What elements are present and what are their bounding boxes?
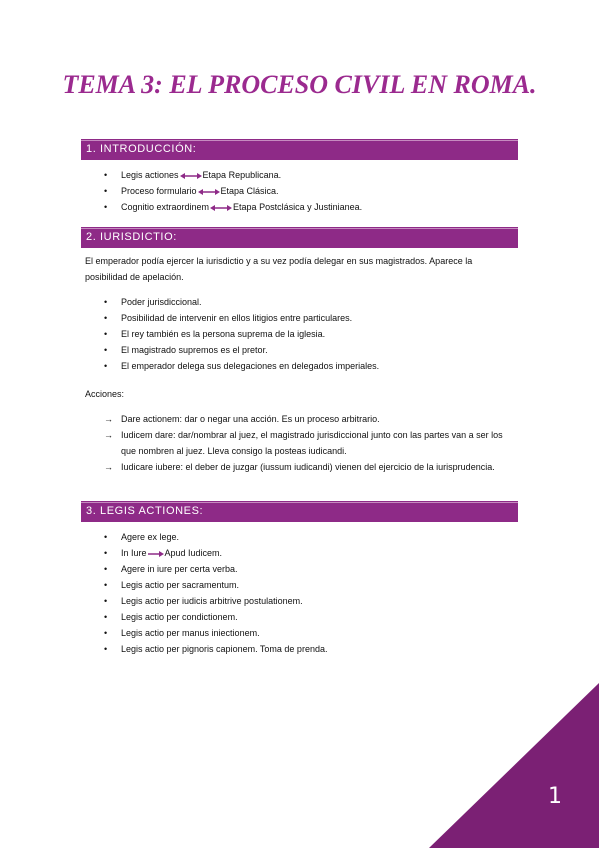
iurisdictio-list — [104, 294, 379, 374]
double-arrow-icon — [210, 204, 232, 212]
list-item: • Legis actio per manus iniectionem. — [104, 628, 260, 638]
list-item: • Posibilidad de intervenir en ellos litigios entre particulares. — [104, 313, 353, 323]
arrow-right-icon: → — [104, 462, 113, 472]
list-item: • In Iure Apud Iudicem. — [104, 548, 223, 558]
list-item: • Poder jurisdiccional. — [104, 297, 202, 307]
list-item: • Agere in iure per certa verba. — [104, 564, 238, 574]
section-heading-introduccion: 1. INTRODUCCIÓN: — [81, 139, 518, 160]
corner-triangle-decoration — [429, 683, 599, 848]
page-title: TEMA 3: EL PROCESO CIVIL EN ROMA. — [62, 70, 537, 99]
list-item: • Legis actio per iudicis arbitrive postulationem. — [104, 596, 303, 606]
legis-actiones-list — [104, 529, 327, 657]
section-heading-legis-actiones: 3. LEGIS ACTIONES: — [81, 501, 518, 522]
iurisdictio-intro: El emperador podía ejercer la iurisdictio y a su vez podía delegar en sus magistrados. Aparece la posibilidad de apelación. — [85, 256, 473, 282]
double-arrow-icon — [198, 188, 220, 196]
list-item: → Dare actionem: dar o negar una acción. Es un proceso arbitrario. — [104, 411, 514, 427]
list-item: • Legis actio per pignoris capionem. Toma de prenda. — [104, 644, 328, 654]
double-arrow-icon — [180, 172, 202, 180]
arrow-right-icon: → — [104, 414, 113, 424]
list-item: → Iudicare iubere: el deber de juzgar (iussum iudicandi) vienen del ejercicio de la iurisprudencia. — [104, 459, 514, 475]
arrow-right-icon — [148, 550, 164, 558]
list-item: • El rey también es la persona suprema de la iglesia. — [104, 329, 326, 339]
list-item: • El magistrado supremos es el pretor. — [104, 345, 268, 355]
list-item: • Legis actiones Etapa Republicana. — [104, 170, 282, 180]
list-item: • Proceso formulario Etapa Clásica. — [104, 186, 279, 196]
list-item: → Iudicem dare: dar/nombrar al juez, el magistrado jurisdiccional junto con las partes van a ser los que nombren al juez. Lleva consigo la posteas iudicandi. — [104, 427, 514, 459]
section-heading-iurisdictio: 2. IURISDICTIO: — [81, 227, 518, 248]
intro-list — [104, 167, 362, 215]
list-item: • Legis actio per condictionem. — [104, 612, 238, 622]
list-item: • Agere ex lege. — [104, 532, 180, 542]
list-item: • Cognitio extraordinem Etapa Postclásica y Justinianea. — [104, 202, 363, 212]
page-number: 1 — [548, 784, 562, 809]
arrow-right-icon: → — [104, 430, 113, 440]
acciones-list — [104, 411, 514, 475]
list-item: • Legis actio per sacramentum. — [104, 580, 240, 590]
list-item: • El emperador delega sus delegaciones en delegados imperiales. — [104, 361, 380, 371]
acciones-label: Acciones: — [85, 389, 125, 399]
